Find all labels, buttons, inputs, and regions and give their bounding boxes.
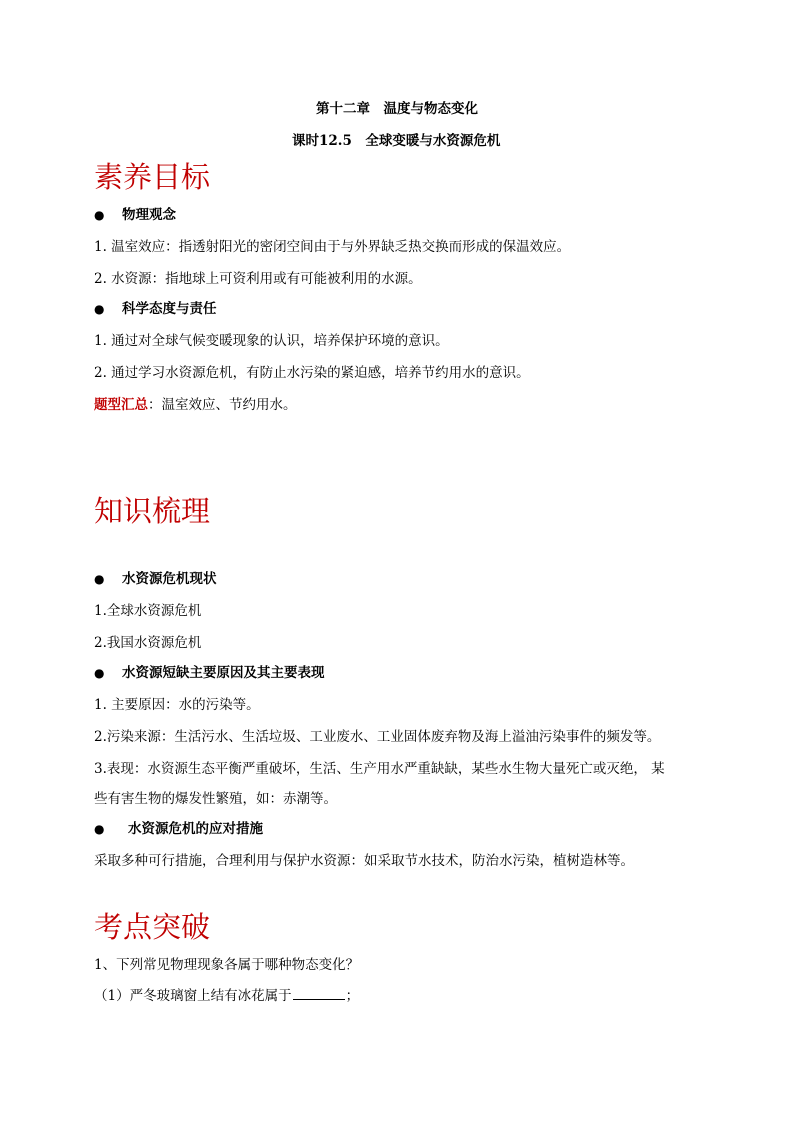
question-subitem (94, 986, 359, 1005)
list-item: 3.表现：水资源生态平衡严重破坏，生活、生产用水严重缺缺，某些水生物大量死亡或灭绝， 某 (94, 761, 665, 777)
list-item: 2.污染来源：生活污水、生活垃圾、工业废水、工业固体废弃物及海上溢油污染事件的频发等。 (94, 729, 661, 745)
bullet-icon: ● (94, 572, 105, 586)
subheading-shortage-causes: 水资源短缺主要原因及其主要表现 (122, 665, 325, 681)
section-heading-exam-points: 考点突破 (94, 910, 211, 944)
list-item: 1. 通过对全球气候变暖现象的认识，培养保护环境的意识。 (94, 333, 449, 349)
question-subitem-prefix: （1）严冬玻璃窗上结有冰花属于 (94, 988, 292, 1004)
answer-blank[interactable] (293, 986, 345, 1000)
subheading-science-attitude: 科学态度与责任 (122, 301, 217, 317)
lesson-title: 课时12.5 全球变暖与水资源危机 (292, 133, 501, 149)
subheading-countermeasures: 水资源危机的应对措施 (128, 821, 263, 837)
list-item-continued: 些有害生物的爆发性繁殖，如：赤潮等。 (94, 791, 337, 807)
bullet-icon: ● (94, 302, 105, 316)
list-item: 2.我国水资源危机 (94, 635, 202, 651)
summary-line (94, 396, 297, 414)
summary-text: ：温室效应、节约用水。 (148, 397, 297, 413)
list-item: 2. 通过学习水资源危机，有防止水污染的紧迫感，培养节约用水的意识。 (94, 365, 530, 381)
subheading-physics-concept: 物理观念 (122, 207, 176, 223)
list-item: 1. 主要原因：水的污染等。 (94, 697, 260, 713)
section-heading-knowledge: 知识梳理 (94, 494, 211, 528)
bullet-icon: ● (94, 822, 105, 836)
list-item: 2. 水资源：指地球上可资利用或有可能被利用的水源。 (94, 271, 422, 287)
summary-label: 题型汇总 (94, 397, 148, 413)
bullet-icon: ● (94, 666, 105, 680)
list-item: 采取多种可行措施，合理利用与保护水资源：如采取节水技术，防治水污染，植树造林等。 (94, 853, 634, 869)
list-item: 1. 温室效应：指透射阳光的密闭空间由于与外界缺乏热交换而形成的保温效应。 (94, 239, 571, 255)
subheading-water-crisis-status: 水资源危机现状 (122, 571, 217, 587)
question-subitem-suffix: ； (345, 988, 360, 1004)
chapter-title: 第十二章 温度与物态变化 (316, 101, 478, 117)
bullet-icon: ● (94, 208, 105, 222)
question-text: 1、下列常见物理现象各属于哪种物态变化？ (94, 957, 360, 973)
section-heading-goals: 素养目标 (94, 160, 211, 194)
list-item: 1.全球水资源危机 (94, 603, 202, 619)
